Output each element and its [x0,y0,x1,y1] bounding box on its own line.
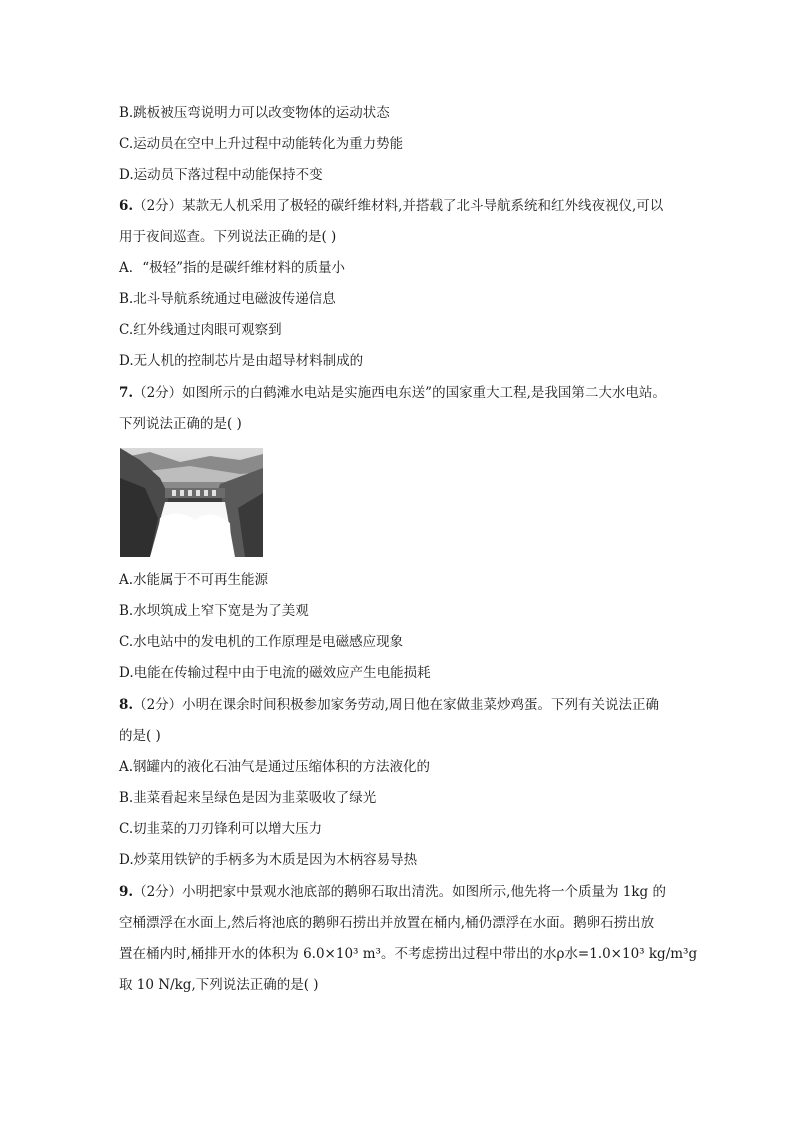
question-9-stem-cont-2: 置在桶内时,桶排开水的体积为 6.0×10³ m³。不考虑捞出过程中带出的水ρ水=1.0×10³ kg/m³g [119,946,698,962]
question-7-option-c: C.水电站中的发电机的工作原理是电磁感应现象 [119,634,404,650]
question-7-number: 7. [119,385,134,401]
question-6-number: 6. [119,198,134,214]
question-9-number: 9. [119,884,134,900]
question-6-stem [119,197,663,215]
question-6-stem-cont: 用于夜间巡查。下列说法正确的是( ) [119,229,337,245]
question-8-option-c: C.切韭菜的刀刃锋利可以增大压力 [119,821,323,837]
line-B-prev: B.跳板被压弯说明力可以改变物体的运动状态 [119,105,390,121]
question-9-stem-cont-3: 取 10 N/kg,下列说法正确的是( ) [119,977,319,993]
line-D-prev: D.运动员下落过程中动能保持不变 [119,167,323,183]
line-C-prev: C.运动员在空中上升过程中动能转化为重力势能 [119,136,404,152]
question-6-option-d: D.无人机的控制芯片是由超导材料制成的 [119,353,364,369]
question-8-number: 8. [119,697,134,713]
question-8-option-a: A.钢罐内的液化石油气是通过压缩体积的方法液化的 [119,759,431,775]
question-7-stem [119,384,666,402]
question-8-option-b: B.韭菜看起来呈绿色是因为韭菜吸收了绿光 [119,790,377,806]
question-7-option-a: A.水能属于不可再生能源 [119,572,269,588]
question-9-stem-cont-1: 空桶漂浮在水面上,然后将池底的鹅卵石捞出并放置在桶内,桶仍漂浮在水面。鹅卵石捞出放 [119,915,655,931]
question-8-stem-cont: 的是( ) [119,728,161,744]
question-6-option-c: C.红外线通过肉眼可观察到 [119,322,282,338]
question-9-text: （2分）小明把家中景观水池底部的鹅卵石取出清洗。如图所示,他先将一个质量为 1kg 的 [133,884,666,900]
question-9-stem [119,883,666,901]
question-6-option-b: B.北斗导航系统通过电磁波传递信息 [119,291,336,307]
question-6-option-a: A．“极轻”指的是碳纤维材料的质量小 [119,260,346,276]
question-7-option-d: D.电能在传输过程中由于电流的磁效应产生电能损耗 [119,665,431,681]
question-8-option-d: D.炒菜用铁铲的手柄多为木质是因为木柄容易导热 [119,852,418,868]
question-6-text: （2分）某款无人机采用了极轻的碳纤维材料,并搭载了北斗导航系统和红外线夜视仪,可以 [133,198,664,214]
question-7-text: （2分）如图所示的白鹤滩水电站是实施西电东送”的国家重大工程,是我国第二大水电站。 [133,385,666,401]
question-7-option-b: B.水坝筑成上窄下宽是为了美观 [119,603,309,619]
question-8-text: （2分）小明在课余时间积极参加家务劳动,周日他在家做韭菜炒鸡蛋。下列有关说法正确 [133,697,659,713]
dam-photo [120,448,263,557]
question-7-stem-cont: 下列说法正确的是( ) [119,416,242,432]
question-8-stem [119,696,659,714]
